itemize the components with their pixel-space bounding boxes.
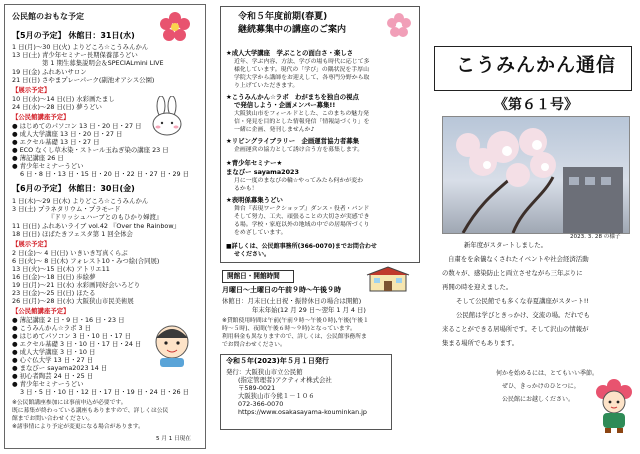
may-exhibit-heading: 【展示予定】: [12, 86, 51, 94]
course-item-text: 様化しています。現代の「学び」の隅状況を手厚山: [234, 67, 370, 73]
may-line: 13 日(土) 青少年セミナー長期保養部うどい: [12, 51, 138, 59]
flower-icon: [158, 10, 192, 44]
june-exhibit: 19 日(月)～21 日(水) 水彩画同好会いろどり: [12, 281, 141, 289]
course-item-head: ★表明係募集うどい: [226, 196, 283, 204]
may-course: ● 成人大学講座 13 日・20 日・27 日: [12, 130, 123, 138]
hours-main: 月曜日～土曜日の午前９時～午後９時: [222, 286, 341, 294]
june-course: ● 成人大学講座 3 日・10 日: [12, 348, 96, 356]
note-line: ※諸事情により予定が変更になる場合があります。: [12, 424, 144, 430]
cherry-blossom-icon: [386, 12, 412, 38]
course-item-text: 大阪狭山市をフィールドとした、このまちの魅力発: [234, 111, 369, 117]
june-course: ● はじめてパソコン 3 日・10 日・17 日: [12, 332, 132, 340]
may-exhibit: 24 日(水)～28 日(日) 夢うどい: [12, 103, 102, 111]
june-course: ● こうみんかん☆ラボ 3 日: [12, 324, 91, 332]
may-course: 6 日・8 日・13 日・15 日・20 日・22 日・27 日・29 日: [20, 170, 190, 178]
message-line: 集まる場所でもあります。: [442, 339, 519, 347]
course-item-head: まなびー sayama2023: [226, 168, 299, 176]
hours-note: 利用料金も異なりますので、詳しくは、公民館事務所ま: [222, 334, 367, 340]
june-course: ● 心ぐ仏大学 13 日・27 日: [12, 356, 94, 364]
issue-date: 令和５年(2023)年５月１日発行: [226, 357, 329, 365]
as-of-date: 5 月 1 日現在: [156, 436, 191, 442]
june-line: 11 日(日) ふれあいライブ vol.42 『Over the Rainbow』: [12, 222, 180, 230]
hours-label: [222, 270, 294, 283]
june-heading: 【6月の予定】 休館日：30日(金): [12, 184, 135, 193]
note-line: 既に募集が終わっている講座もありますので、詳しくは公民: [12, 408, 169, 414]
photo-caption: 2023. 3. 28 の様子: [570, 234, 621, 240]
newsletter-title: こうみんかん通信: [456, 54, 617, 76]
phone-number: 072-366-0070: [238, 400, 284, 408]
message-line: 来ることができる居場所です。そして沢山の情報が: [442, 325, 589, 333]
may-course: ● 薄記講座 26 日: [12, 154, 64, 162]
mascot-character-icon: [592, 378, 636, 434]
message-line: 再開の時を迎えました。: [442, 283, 513, 291]
rabbit-icon: [148, 96, 186, 136]
cherry-blossom-photo: [442, 116, 630, 234]
may-line: 19 日(金) ふれあいサロン: [12, 68, 87, 76]
june-line: 18 日(日) ほばたきフェスタ第 1 回全体会: [12, 230, 133, 238]
may-course: ● 青少年セミナーうどい: [12, 162, 84, 170]
schedule-title: 公民館のおもな予定: [12, 12, 84, 21]
course-item-text: 月に一度のまなびの輪☆やってみたら何かが変わ: [234, 178, 363, 184]
building-icon: [364, 266, 412, 292]
closing-line: ぜひ、きっかけのひとつに。: [502, 383, 580, 390]
june-course: ● エクセル基礎 3 日・10 日・17 日・24 日: [12, 340, 142, 348]
issue-number: 《第６１号》: [494, 97, 578, 113]
hours-label-text: 開館日・開館時間: [227, 272, 280, 280]
may-heading: 【5月の予定】 休館日：31日(水): [12, 31, 135, 40]
june-exhibit: 16 日(金)～18 日(日) 歩絵夢: [12, 273, 96, 281]
june-course: ● まなびー sayama2023 14 日: [12, 364, 108, 372]
june-line: 3 日(土) プラネタリウム・プラモード: [12, 205, 121, 213]
june-exhibit: 23 日(金)～25 日(日) ほたる: [12, 289, 96, 297]
message-line: 公民館は学びときっかけ、交流の場。だれでも: [456, 311, 590, 319]
hours-note: 時～５時)、夜間(午後６時～９時)となっています。: [222, 326, 356, 332]
note-line: 館までお問い合わせください。: [12, 416, 94, 422]
may-course: ● はじめてのパソコン 13 日・20 日・27 日: [12, 122, 142, 130]
june-line: 『ドリッシュハーブとのもひかり婦渡』: [48, 213, 163, 221]
may-line: 21 日(日) さやまプレーパーク(副池オアシス公園): [12, 76, 155, 84]
course-item-head: ★青少年セミナー★: [226, 159, 283, 167]
june-course: ● 薄記講座 2 日・9 日・16 日・23 日: [12, 316, 125, 324]
may-course: ● ECO なくし草木染・ストール玉ねぎ染の講座 23 日: [12, 146, 169, 154]
may-course-heading: 【公民館講座予定】: [12, 113, 70, 121]
june-exhibit: 2 日(金)～ 4 日(日) いきいき写真くらぶ: [12, 249, 128, 257]
message-line: の数々が、感染防止と両立させながら三年ぶりに: [442, 269, 583, 277]
course-item-text: をめざしています。: [234, 230, 287, 236]
course-item-text: 舞台『表現ワークショップ』ダンス・役者・パンド: [234, 206, 370, 212]
course-item-text: る場。学校・家庭以外の地域の中での居場所づくり: [234, 222, 370, 228]
course-item-head: ★成人大学講座 学ぶことの面白さ・楽しさ: [226, 49, 354, 57]
note-line: ※公民館講座参加には事前申込が必要です。: [12, 400, 127, 406]
hours-note: でお問合わせください。: [222, 342, 286, 348]
course-item-text: 信・発見を目的とした情報発信「情報誌づくり」を: [234, 119, 370, 125]
hours-note: ※貸館使用時間は午前(午前９時～午後０時),午後(午後１: [222, 318, 369, 324]
course-item-text: 学院大学から講師をお迎えして、各専門分野から取: [234, 75, 370, 81]
june-exhibit: 13 日(火)～15 日(木) アトリエ11: [12, 265, 110, 273]
issuer-line: 〒589-0021: [238, 384, 276, 392]
june-exhibit: 26 日(月)～28 日(水) 大阪狭山市民美術展: [12, 297, 134, 305]
course-item-text: 企画運営の協力として誘け合う方を募集します。: [234, 147, 364, 153]
course-item-text: り上げていただきます。: [234, 83, 299, 89]
detail-note: せください。: [234, 251, 271, 258]
closing-line: 何かを始めるには、とてもいい季節。: [496, 370, 599, 377]
website-link[interactable]: https://www.osakasayama-kouminkan.jp: [238, 408, 367, 416]
june-exhibit: 6 日(火)～ 8 日(木) フォレスト10・みつ絵(合同展): [12, 257, 160, 265]
june-course: ● 初心者陶芸 24 日・25 日: [12, 372, 94, 380]
left-column: [0, 0, 210, 454]
course-item-head: で発信しよう・企画メンバー募集!!: [234, 101, 336, 109]
closing-line: 公民館にお越しください。: [502, 396, 575, 403]
closed-days: 休館日：月末日(土日祝・振替休日の場合は開館): [222, 297, 362, 305]
issuer-line: (指定管理者)アクティオ株式会社: [238, 376, 332, 384]
june-course: 3 日・5 日・10 日・12 日・17 日・19 日・24 日・26 日: [20, 388, 190, 396]
right-column: [428, 0, 640, 454]
message-line: そして公民館でも多くな春夏講座がスタート!!: [456, 297, 589, 305]
course-item-text: 一緒に企画、発刊しませんか♪: [234, 127, 315, 133]
may-line: 第 1 期生募集説明会＆SPECIALmini LIVE: [42, 59, 164, 67]
mascot-icon: [148, 320, 196, 368]
message-line: 新年度がスタートしました。: [464, 241, 548, 249]
middle-column: [214, 0, 424, 454]
may-exhibit: 10 日(水)～14 日(日) 水彩画たまし: [12, 95, 115, 103]
course-item-text: るかも！: [234, 186, 258, 192]
message-line: 自粛をを余儀なくされたイベントや社会経済活動: [448, 255, 589, 263]
course-box-subtitle: 継続募集中の講座のご案内: [238, 25, 347, 35]
photo-illustration: [443, 117, 629, 233]
course-item-head: ★リビングライブラリー 企画運営協力者募集: [226, 137, 360, 145]
course-box-title: 令和５年度前期(春夏): [238, 12, 328, 22]
course-item-text: そして努力、工夫、頑張ることの大切さが実感でき: [234, 214, 370, 220]
june-exhibit-heading: 【展示予定】: [12, 240, 51, 248]
issuer-line: 発行：大阪狭山市立公民館: [226, 368, 303, 376]
issuer-line: 大阪狭山市今熊１－１０６: [238, 392, 315, 400]
may-course: ● エクセル基礎 13 日・27 日: [12, 138, 100, 146]
june-course-heading: 【公民館講座予定】: [12, 307, 70, 315]
june-line: 1 日(木)～29 日(木) よりどころ☆こうみんかん: [12, 197, 149, 205]
may-line: 1 日(月)～30 日(火) よりどころ☆こうみんかん: [12, 43, 149, 51]
course-item-text: 近年、学ぶ内容、方法、学びの場も時代に応じて多: [234, 59, 370, 65]
june-course: ● 青少年セミナーうどい: [12, 380, 84, 388]
course-item-head: ★こうみんかん☆ラボ わがまちを独自の視点: [226, 93, 359, 101]
closed-days: 年末年始(12 月 29 日～翌年 1 月 4 日): [252, 306, 366, 314]
detail-note: ■詳しくは、公民館事務所(366-0070)までお問合わせ: [226, 243, 377, 250]
